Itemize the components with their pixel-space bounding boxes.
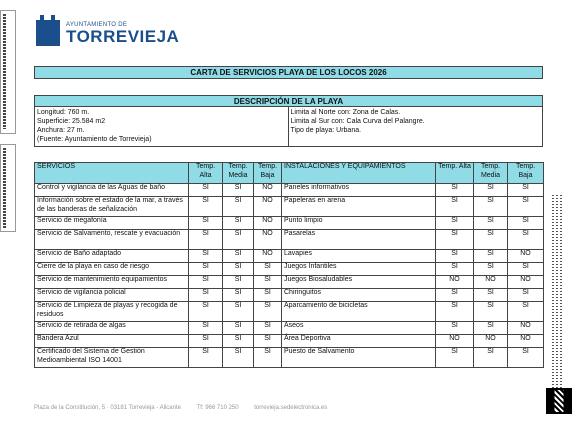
installation-temp-alta: SI — [436, 197, 474, 217]
left-margin-validation-text — [2, 14, 12, 129]
left-margin-signature-text — [2, 148, 12, 228]
table-row — [35, 302, 544, 322]
logo-title: TORREVIEJA — [66, 26, 180, 46]
service-temp-baja: NO — [254, 250, 282, 263]
service-temp-alta: SI — [189, 197, 223, 217]
installation-temp-media: SI — [474, 230, 508, 250]
header-temp-baja: Temp. Baja — [254, 163, 282, 184]
description-right — [289, 107, 543, 146]
installation-temp-baja: SI — [508, 289, 544, 302]
installation-temp-alta: SI — [436, 322, 474, 335]
logo-subtitle: AYUNTAMIENTO DE — [66, 21, 128, 28]
service-temp-baja: SI — [254, 322, 282, 335]
beach-source: (Fuente: Ayuntamiento de Torrevieja) — [37, 136, 152, 143]
service-temp-media: SI — [223, 276, 254, 289]
installation-temp-media: SI — [474, 197, 508, 217]
installation-temp-alta: SI — [436, 184, 474, 197]
service-temp-alta: SI — [189, 184, 223, 197]
header-temp-alta-2: Temp. Alta — [436, 163, 474, 184]
service-temp-baja: NO — [254, 184, 282, 197]
installation-temp-baja: NO — [508, 335, 544, 348]
installation-temp-media: NO — [474, 335, 508, 348]
table-row — [35, 230, 544, 250]
table-row — [35, 197, 544, 217]
service-temp-media: SI — [223, 263, 254, 276]
installation-name: Pasarelas — [282, 230, 436, 250]
installation-temp-alta: SI — [436, 217, 474, 230]
service-name: Certificado del Sistema de Gestión Medioambiental ISO 14001 — [35, 348, 189, 368]
service-name: Servicio de Salvamento, rescate y evacuación — [35, 230, 189, 250]
installation-temp-alta: NO — [436, 276, 474, 289]
installation-temp-alta: SI — [436, 289, 474, 302]
table-row — [35, 348, 544, 368]
installation-name: Papeleras en arena — [282, 197, 436, 217]
service-temp-media: SI — [223, 230, 254, 250]
service-name: Servicio de Baño adaptado — [35, 250, 189, 263]
beach-area: Superficie: 25.584 m2 — [37, 118, 106, 125]
header-temp-media: Temp. Media — [223, 163, 254, 184]
service-name: Bandera Azul — [35, 335, 189, 348]
installation-temp-media: SI — [474, 217, 508, 230]
beach-description — [34, 107, 543, 147]
installation-temp-baja: SI — [508, 197, 544, 217]
table-row — [35, 217, 544, 230]
installation-temp-media: NO — [474, 276, 508, 289]
installation-temp-alta: SI — [436, 348, 474, 368]
service-name: Cierre de la playa en caso de riesgo — [35, 263, 189, 276]
service-temp-media: SI — [223, 302, 254, 322]
torrevieja-logo — [36, 20, 179, 46]
installation-temp-alta: SI — [436, 250, 474, 263]
table-row — [35, 250, 544, 263]
installation-temp-media: SI — [474, 263, 508, 276]
installation-temp-baja: NO — [508, 276, 544, 289]
table-row — [35, 276, 544, 289]
installation-temp-baja: SI — [508, 348, 544, 368]
service-temp-alta: SI — [189, 335, 223, 348]
service-temp-baja: SI — [254, 302, 282, 322]
service-temp-baja: NO — [254, 230, 282, 250]
installation-temp-baja: SI — [508, 230, 544, 250]
service-temp-alta: SI — [189, 302, 223, 322]
right-margin-verification-text — [552, 195, 564, 395]
services-table — [34, 162, 544, 368]
installation-temp-baja: SI — [508, 263, 544, 276]
installation-temp-alta: NO — [436, 335, 474, 348]
service-temp-alta: SI — [189, 348, 223, 368]
beach-length: Longitud: 760 m. — [37, 109, 90, 116]
beach-type: Tipo de playa: Urbana. — [290, 127, 362, 134]
installation-name: Juegos Biosaludables — [282, 276, 436, 289]
footer-address: Plaza de la Constitución, 5 · 03181 Torrevieja - Alicante — [34, 405, 181, 411]
service-temp-baja: SI — [254, 348, 282, 368]
table-row — [35, 263, 544, 276]
document-title: CARTA DE SERVICIOS PLAYA DE LOS LOCOS 2026 — [34, 66, 543, 79]
installation-temp-baja: NO — [508, 322, 544, 335]
installation-name: Juegos Infantiles — [282, 263, 436, 276]
service-temp-media: SI — [223, 289, 254, 302]
service-temp-alta: SI — [189, 276, 223, 289]
installation-temp-media: SI — [474, 184, 508, 197]
installation-temp-media: SI — [474, 289, 508, 302]
header-temp-baja-2: Temp. Baja — [508, 163, 544, 184]
footer-phone: Tf: 966 710 250 — [196, 405, 239, 411]
installation-name: Aseos — [282, 322, 436, 335]
service-temp-media: SI — [223, 322, 254, 335]
service-temp-baja: SI — [254, 335, 282, 348]
installation-temp-media: SI — [474, 348, 508, 368]
service-temp-alta: SI — [189, 289, 223, 302]
service-temp-alta: SI — [189, 263, 223, 276]
header-temp-alta: Temp. Alta — [189, 163, 223, 184]
page-footer — [34, 405, 341, 411]
table-row — [35, 289, 544, 302]
service-temp-media: SI — [223, 184, 254, 197]
service-temp-media: SI — [223, 197, 254, 217]
installation-temp-media: SI — [474, 302, 508, 322]
installation-name: Área Deportiva — [282, 335, 436, 348]
installation-temp-alta: SI — [436, 302, 474, 322]
installation-temp-baja: SI — [508, 302, 544, 322]
service-temp-baja: NO — [254, 197, 282, 217]
description-left — [35, 107, 289, 146]
header-installations: INSTALACIONES Y EQUIPAMIENTOS — [282, 163, 436, 184]
service-temp-media: SI — [223, 348, 254, 368]
service-name: Servicio de retirada de algas — [35, 322, 189, 335]
installation-temp-alta: SI — [436, 230, 474, 250]
service-name: Información sobre el estado de la mar, a través de las banderas de señalización — [35, 197, 189, 217]
installation-name: Chiringuitos — [282, 289, 436, 302]
castle-icon — [36, 20, 60, 46]
qr-code — [546, 388, 572, 414]
service-temp-alta: SI — [189, 217, 223, 230]
service-name: Servicio de mantenimiento equipamientos — [35, 276, 189, 289]
service-name: Servicio de megafonía — [35, 217, 189, 230]
description-heading: DESCRIPCIÓN DE LA PLAYA — [34, 95, 543, 107]
service-temp-media: SI — [223, 250, 254, 263]
installation-temp-media: SI — [474, 250, 508, 263]
installation-temp-baja: SI — [508, 217, 544, 230]
service-temp-baja: NO — [254, 217, 282, 230]
table-row — [35, 184, 544, 197]
service-temp-alta: SI — [189, 322, 223, 335]
table-row — [35, 335, 544, 348]
header-temp-media-2: Temp. Media — [474, 163, 508, 184]
service-temp-alta: SI — [189, 250, 223, 263]
installation-temp-baja: SI — [508, 184, 544, 197]
north-limit: Limita al Norte con: Zona de Calas. — [290, 109, 401, 116]
header-services: SERVICIOS — [35, 163, 189, 184]
installation-name: Paneles informativos — [282, 184, 436, 197]
service-name: Servicio de Limpieza de playas y recogida de residuos — [35, 302, 189, 322]
table-header-row — [35, 163, 544, 184]
installation-name: Puesto de Salvamento — [282, 348, 436, 368]
table-row — [35, 322, 544, 335]
service-temp-baja: SI — [254, 289, 282, 302]
installation-temp-baja: NO — [508, 250, 544, 263]
service-temp-media: SI — [223, 335, 254, 348]
footer-web: torrevieja.sedelectronica.es — [254, 405, 328, 411]
service-temp-baja: SI — [254, 276, 282, 289]
service-name: Control y vigilancia de las Aguas de baño — [35, 184, 189, 197]
service-temp-media: SI — [223, 217, 254, 230]
installation-name: Lavapies — [282, 250, 436, 263]
installation-temp-alta: SI — [436, 263, 474, 276]
installation-temp-media: SI — [474, 322, 508, 335]
installation-name: Punto limpio — [282, 217, 436, 230]
south-limit: Limita al Sur con: Cala Curva del Palangre. — [290, 118, 425, 125]
beach-width: Anchura: 27 m. — [37, 127, 85, 134]
service-temp-baja: SI — [254, 263, 282, 276]
service-name: Servicio de vigilancia policial — [35, 289, 189, 302]
installation-name: Aparcamiento de bicicletas — [282, 302, 436, 322]
service-temp-alta: SI — [189, 230, 223, 250]
